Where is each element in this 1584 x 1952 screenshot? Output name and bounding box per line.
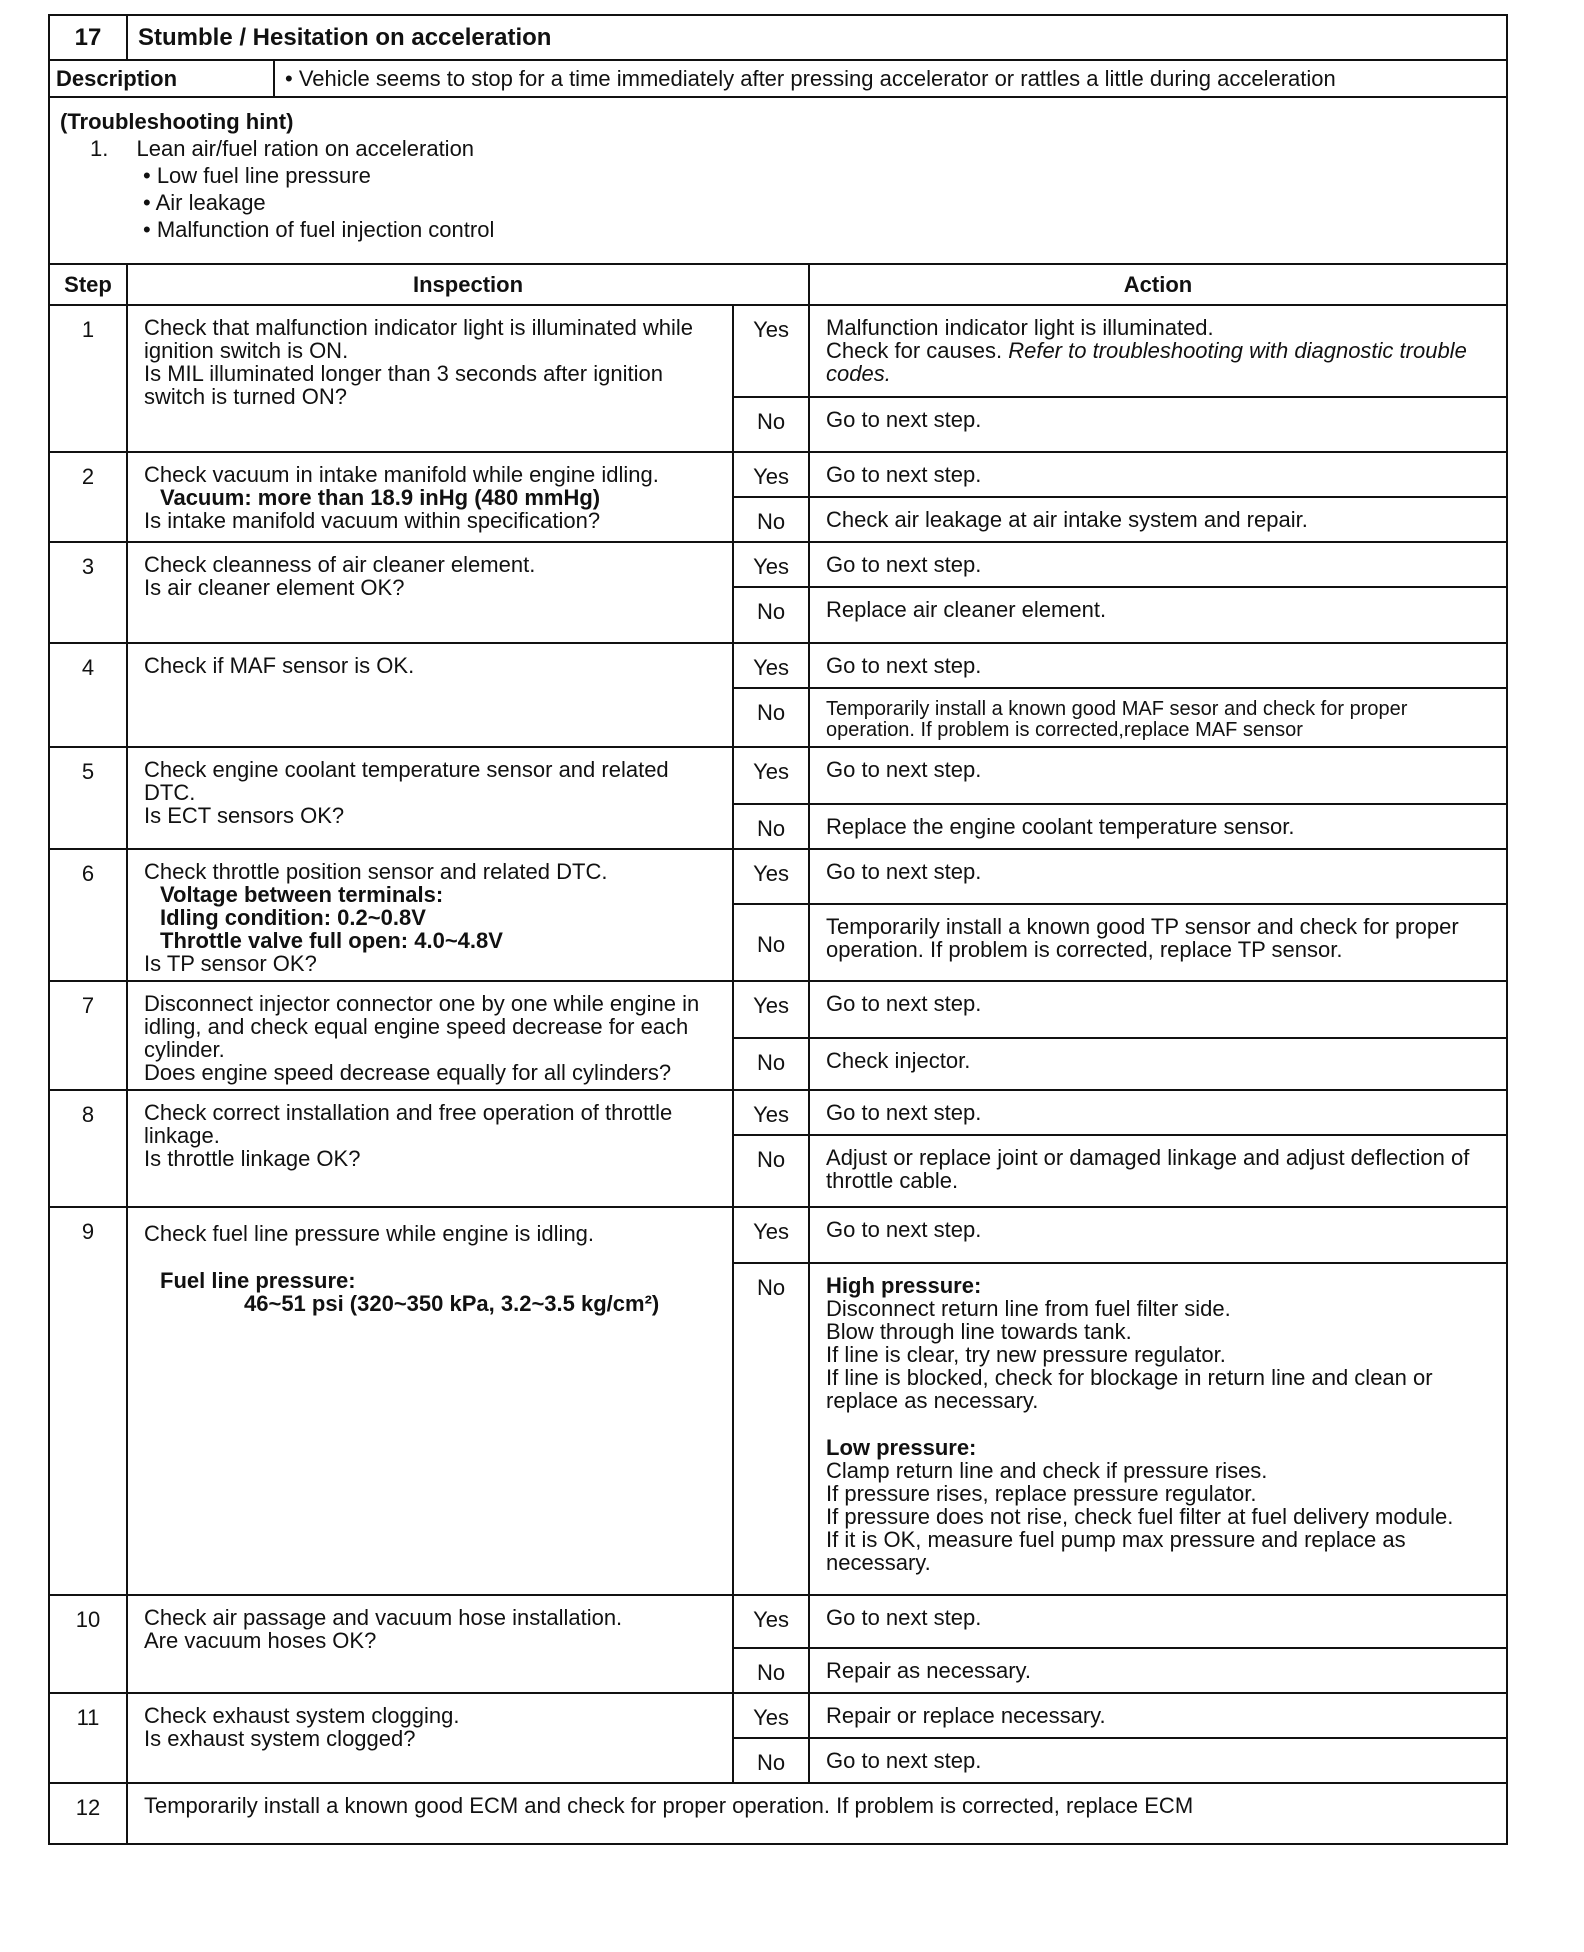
inspection-cell: Check if MAF sensor is OK. <box>127 643 733 747</box>
inspection-cell <box>127 849 733 981</box>
yes-label: Yes <box>733 849 809 904</box>
yes-action: Go to next step. <box>809 981 1507 1038</box>
inspection-question: Are vacuum hoses OK? <box>144 1628 377 1653</box>
no-action: Check injector. <box>809 1038 1507 1090</box>
step-row <box>49 542 1507 587</box>
yes-label: Yes <box>733 1693 809 1738</box>
inspection-cell <box>127 305 733 452</box>
inspection-text: Disconnect injector connector one by one while engine in idling, and check equal engine speed decrease for each cylinder. <box>144 991 700 1062</box>
yes-label: Yes <box>733 981 809 1038</box>
yes-label: Yes <box>733 305 809 397</box>
inspection-text: Check fuel line pressure while engine is idling. <box>144 1221 595 1246</box>
step-row <box>49 747 1507 804</box>
reference-text: Refer to troubleshooting with diagnostic trouble codes. <box>826 338 1467 386</box>
no-action: Replace the engine coolant temperature sensor. <box>809 804 1507 849</box>
spec-value: Throttle valve full open: 4.0~4.8V <box>160 928 503 953</box>
spec-value: Idling condition: 0.2~0.8V <box>160 905 426 930</box>
inspection-question: Does engine speed decrease equally for all cylinders? <box>144 1060 672 1085</box>
inspection-text: Check correct installation and free operation of throttle linkage. <box>144 1100 673 1148</box>
step-number: 4 <box>49 643 127 747</box>
step-number: 6 <box>49 849 127 981</box>
troubleshooting-sheet <box>48 14 1508 1845</box>
no-action: Temporarily install a known good TP sensor and check for proper operation. If problem is corrected, replace TP sensor. <box>809 904 1507 981</box>
step-number: 9 <box>49 1207 127 1595</box>
hint-item-text: Lean air/fuel ration on acceleration <box>136 136 475 161</box>
spec-value: 46~51 psi (320~350 kPa, 3.2~3.5 kg/cm²) <box>244 1291 660 1316</box>
no-label: No <box>733 1738 809 1783</box>
action-text: If line is blocked, check for blockage in return line and clean or replace as necessary. <box>826 1365 1433 1413</box>
yes-action: Go to next step. <box>809 542 1507 587</box>
inspection-question: Is throttle linkage OK? <box>144 1146 361 1171</box>
spec-heading: Voltage between terminals: <box>160 882 444 907</box>
inspection-cell <box>127 1595 733 1693</box>
inspection-cell <box>127 542 733 643</box>
inspection-cell <box>127 452 733 542</box>
inspection-cell: Temporarily install a known good ECM and check for proper operation. If problem is corrected, replace ECM <box>127 1783 1507 1844</box>
action-text: Blow through line towards tank. <box>826 1319 1132 1344</box>
step-row <box>49 1595 1507 1648</box>
action-text: Malfunction indicator light is illuminated. <box>826 315 1214 340</box>
step-number: 5 <box>49 747 127 849</box>
yes-label: Yes <box>733 643 809 688</box>
step-row <box>49 1207 1507 1263</box>
hint-title: (Troubleshooting hint) <box>60 109 294 134</box>
troubleshooting-hint <box>49 97 1507 264</box>
action-text: Check for causes. Refer to troubleshooting with diagnostic trouble codes. <box>826 338 1467 386</box>
yes-action: Go to next step. <box>809 643 1507 688</box>
action-text: If pressure rises, replace pressure regulator. <box>826 1481 1257 1506</box>
steps-table <box>48 263 1508 1845</box>
step-number: 1 <box>49 305 127 452</box>
inspection-question: Is ECT sensors OK? <box>144 803 345 828</box>
inspection-question: Is MIL illuminated longer than 3 seconds after ignition switch is turned ON? <box>144 361 663 409</box>
inspection-cell <box>127 1090 733 1207</box>
step-number: 2 <box>49 452 127 542</box>
step-row <box>49 1693 1507 1738</box>
yes-label: Yes <box>733 1595 809 1648</box>
hint-bullet: • Low fuel line pressure <box>143 163 371 188</box>
yes-action: Go to next step. <box>809 1090 1507 1135</box>
no-label: No <box>733 397 809 452</box>
inspection-question: Is exhaust system clogged? <box>144 1726 416 1751</box>
inspection-question: Is intake manifold vacuum within specification? <box>144 508 601 533</box>
no-action: Temporarily install a known good MAF sesor and check for proper operation. If problem is corrected,replace MAF sensor <box>809 688 1507 747</box>
inspection-text: Check cleanness of air cleaner element. <box>144 552 536 577</box>
hint-item-number: 1. <box>90 136 109 161</box>
step-row <box>49 452 1507 497</box>
yes-action: Go to next step. <box>809 1595 1507 1648</box>
yes-action: Go to next step. <box>809 747 1507 804</box>
yes-label: Yes <box>733 1090 809 1135</box>
step-number: 10 <box>49 1595 127 1693</box>
no-label: No <box>733 497 809 542</box>
spec-heading: Fuel line pressure: <box>160 1268 356 1293</box>
inspection-question: Is TP sensor OK? <box>144 951 317 976</box>
yes-action <box>809 305 1507 397</box>
hint-bullet-list <box>60 162 1496 243</box>
yes-action: Go to next step. <box>809 1207 1507 1263</box>
no-action: Adjust or replace joint or damaged linkage and adjust deflection of throttle cable. <box>809 1135 1507 1207</box>
yes-action: Go to next step. <box>809 452 1507 497</box>
action-text: If it is OK, measure fuel pump max pressure and replace as necessary. <box>826 1527 1406 1575</box>
no-action <box>809 1263 1507 1595</box>
inspection-text: Check throttle position sensor and related DTC. <box>144 859 608 884</box>
yes-label: Yes <box>733 542 809 587</box>
no-label: No <box>733 587 809 643</box>
step-row <box>49 643 1507 688</box>
action-text: If line is clear, try new pressure regulator. <box>826 1342 1226 1367</box>
step-row <box>49 1783 1507 1844</box>
step-row <box>49 981 1507 1038</box>
step-number: 3 <box>49 542 127 643</box>
hint-item <box>60 135 1496 162</box>
inspection-text: Check engine coolant temperature sensor and related DTC. <box>144 757 669 805</box>
step-number: 11 <box>49 1693 127 1783</box>
header-table <box>48 14 1508 265</box>
inspection-cell <box>127 1207 733 1595</box>
action-text: Disconnect return line from fuel filter side. <box>826 1296 1231 1321</box>
high-pressure-title: High pressure: <box>826 1273 982 1298</box>
no-label: No <box>733 904 809 981</box>
yes-label: Yes <box>733 452 809 497</box>
no-label: No <box>733 1263 809 1595</box>
inspection-question: Is air cleaner element OK? <box>144 575 405 600</box>
section-number: 17 <box>49 15 127 60</box>
inspection-cell <box>127 747 733 849</box>
inspection-cell <box>127 1693 733 1783</box>
no-action: Go to next step. <box>809 1738 1507 1783</box>
column-header-row <box>49 264 1507 305</box>
yes-action: Go to next step. <box>809 849 1507 904</box>
step-number: 7 <box>49 981 127 1090</box>
inspection-text: Check air passage and vacuum hose installation. <box>144 1605 623 1630</box>
low-pressure-title: Low pressure: <box>826 1435 977 1460</box>
step-column-header: Step <box>49 264 127 305</box>
step-row <box>49 1090 1507 1135</box>
description-label: Description <box>49 60 274 97</box>
no-label: No <box>733 1135 809 1207</box>
step-number: 8 <box>49 1090 127 1207</box>
no-action: Replace air cleaner element. <box>809 587 1507 643</box>
no-action: Repair as necessary. <box>809 1648 1507 1693</box>
step-number: 12 <box>49 1783 127 1844</box>
inspection-text: Check exhaust system clogging. <box>144 1703 460 1728</box>
action-column-header: Action <box>809 264 1507 305</box>
section-title: Stumble / Hesitation on acceleration <box>127 15 1507 60</box>
hint-bullet: • Malfunction of fuel injection control <box>143 217 495 242</box>
spec-value: Vacuum: more than 18.9 inHg (480 mmHg) <box>160 485 601 510</box>
inspection-text: Check that malfunction indicator light is illuminated while ignition switch is ON. <box>144 315 694 363</box>
inspection-column-header: Inspection <box>127 264 809 305</box>
step-row <box>49 849 1507 904</box>
yes-label: Yes <box>733 747 809 804</box>
description-text: • Vehicle seems to stop for a time immediately after pressing accelerator or rattles a little during acceleration <box>274 60 1507 97</box>
action-text: Clamp return line and check if pressure rises. <box>826 1458 1268 1483</box>
inspection-text: Check vacuum in intake manifold while engine idling. <box>144 462 659 487</box>
no-label: No <box>733 1648 809 1693</box>
no-label: No <box>733 688 809 747</box>
yes-action: Repair or replace necessary. <box>809 1693 1507 1738</box>
yes-label: Yes <box>733 1207 809 1263</box>
no-label: No <box>733 1038 809 1090</box>
no-action: Go to next step. <box>809 397 1507 452</box>
step-row <box>49 305 1507 397</box>
hint-bullet: • Air leakage <box>143 190 266 215</box>
no-action: Check air leakage at air intake system and repair. <box>809 497 1507 542</box>
action-text: If pressure does not rise, check fuel filter at fuel delivery module. <box>826 1504 1454 1529</box>
inspection-cell <box>127 981 733 1090</box>
no-label: No <box>733 804 809 849</box>
